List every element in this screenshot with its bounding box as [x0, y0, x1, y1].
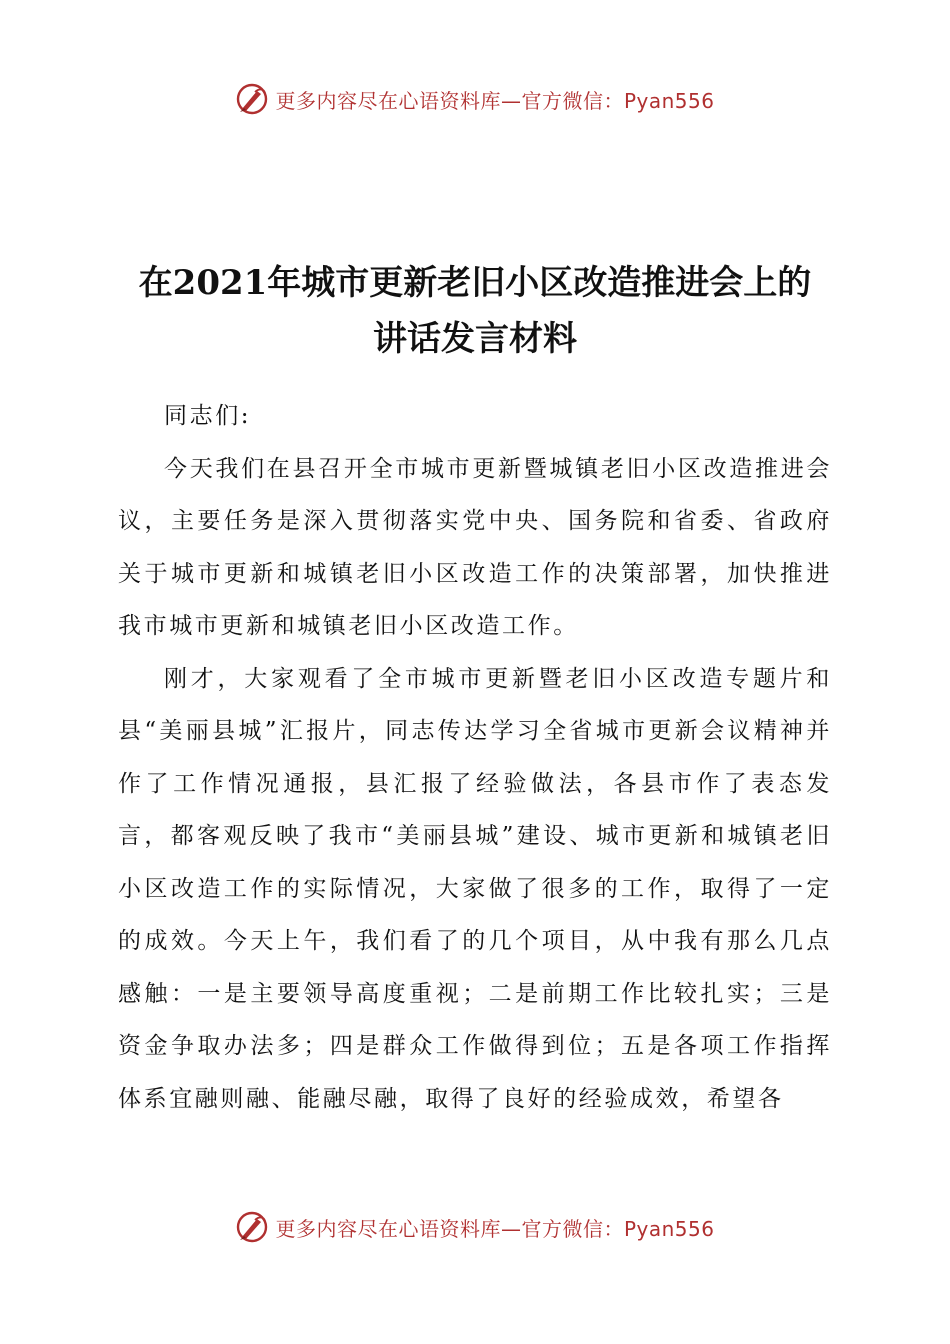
pen-logo-icon [235, 82, 269, 116]
title-line-2: 讲话发言材料 [373, 319, 577, 359]
footer-banner-text: 更多内容尽在心语资料库—官方微信：Pyan556 [275, 1216, 715, 1241]
salutation: 同志们: [164, 403, 252, 429]
footer-banner [0, 1210, 950, 1244]
title-line-1: 在2021年城市更新老旧小区改造推进会上的 [138, 263, 812, 303]
paragraph-2: 刚才，大家观看了全市城市更新暨老旧小区改造专题片和县“美丽县城”汇报片，同志传达学习全省城市更新会议精神并作了工作情况通报，县汇报了经验做法，各县市作了表态发言，都客观反映了我市“美丽县城”建设、城市更新和城镇老旧小区改造工作的实际情况，大家做了很多的工作，取得了一定的成效。今天上午，我们看了的几个项目，从中我有那么几点感触：一是主要领导高度重视；二是前期工作比较扎实；三是资金争取办法多；四是群众工作做得到位；五是各项工作指挥体系宜融则融、能融尽融，取得了良好的经验成效，希望各 [118, 665, 832, 1112]
header-banner [0, 82, 950, 116]
document-body [118, 390, 832, 1125]
pen-logo-icon [235, 1210, 269, 1244]
document-title [60, 255, 890, 367]
paragraph-1: 今天我们在县召开全市城市更新暨城镇老旧小区改造推进会议，主要任务是深入贯彻落实党中央、国务院和省委、省政府关于城市更新和城镇老旧小区改造工作的决策部署，加快推进我市城市更新和城镇老旧小区改造工作。 [118, 455, 832, 639]
header-banner-text: 更多内容尽在心语资料库—官方微信：Pyan556 [275, 88, 715, 113]
